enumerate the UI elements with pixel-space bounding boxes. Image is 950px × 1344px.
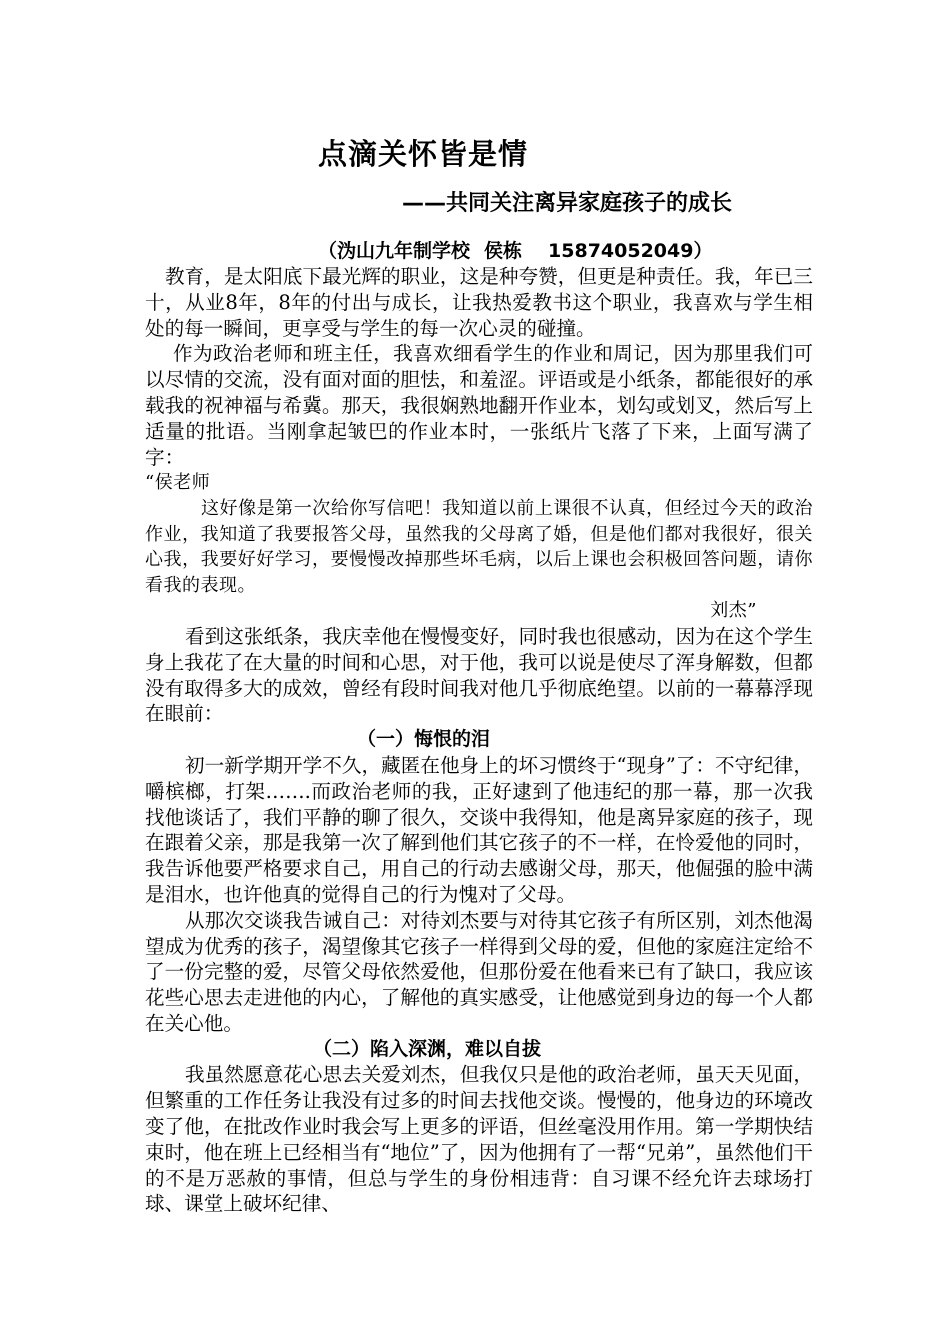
document-body: [145, 264, 813, 1217]
letter-signature: 刘杰”: [710, 600, 757, 622]
section-heading-1: （一）悔恨的泪: [357, 728, 491, 751]
document-title: 点滴关怀皆是情: [318, 137, 529, 171]
letter-greeting: “侯老师: [145, 472, 211, 494]
paragraph-section2: 我虽然愿意花心思去关爱刘杰，但我仅只是他的政治老师，虽天天见面，但繁重的工作任务让我没有过多的时间去找他交谈。慢慢的，他身边的环境改变了他，在批改作业时我会写上更多的评语，但丝毫没用作用。第一学期快结束时，他在班上已经相当有“地位”了，因为他拥有了一帮“兄弟”，虽然他们干的不是万恶赦的事情，但总与学生的身份相违背：自习课不经允许去球场打球、课堂上破坏纪律、: [145, 1063, 813, 1216]
author-name: 侯栋: [484, 240, 523, 262]
letter-body: 这好像是第一次给你写信吧！我知道以前上课很不认真，但经过今天的政治作业，我知道了我要报答父母，虽然我的父母离了婚，但是他们都对我很好，很关心我，我要好好学习，要慢慢改掉那些坏毛病，以后上课也会积极回答问题，请你看我的表现。: [145, 497, 813, 596]
author-line: [318, 236, 712, 263]
paragraph-section1-a: 初一新学期开学不久，藏匿在他身上的坏习惯终于“现身”了：不守纪律，嚼槟榔，打架…….而政治老师的我，正好逮到了他违纪的那一幕，那一次我找他谈话了，我们平静的聊了很久，交谈中我得知，他是离异家庭的孩子，现在跟着父亲，那是我第一次了解到他们其它孩子的不一样，在怜爱他的同时，我告诉他要严格要求自己，用自己的行动去感谢父母，那天，他倔强的脸中满是泪水，也许他真的觉得自己的行为愧对了父母。: [145, 753, 813, 906]
paragraph-reflection: 看到这张纸条，我庆幸他在慢慢变好，同时我也很感动，因为在这个学生身上我花了在大量的时间和心思，对于他，我可以说是使尽了浑身解数，但都没有取得多大的成效，曾经有段时间我对他几乎彻底绝望。以前的一幕幕浮现在眼前：: [145, 624, 813, 726]
paragraph-homework: 作为政治老师和班主任，我喜欢细看学生的作业和周记，因为那里我们可以尽情的交流，没有面对面的胆怯，和羞涩。评语或是小纸条，都能很好的承载我的祝神福与希冀。那天，我很娴熟地翻开作业本，划勾或划叉，然后写上适量的批语。当刚拿起皱巴的作业本时，一张纸片飞落了下来，上面写满了字：: [145, 342, 813, 469]
section-heading-2: （二）陷入深渊，难以自拔: [313, 1037, 542, 1060]
author-phone: 15874052049）: [548, 240, 713, 262]
document-subtitle: ——共同关注离异家庭孩子的成长: [402, 191, 733, 216]
author-school: （沩山九年制学校: [318, 240, 471, 262]
paragraph-intro: 教育，是太阳底下最光辉的职业，这是种夸赞，但更是种责任。我，年已三十，从业8年，8年的付出与成长，让我热爱教书这个职业，我喜欢与学生相处的每一瞬间，更享受与学生的每一次心灵的碰撞。: [145, 265, 813, 340]
paragraph-section1-b: 从那次交谈我告诫自己：对待刘杰要与对待其它孩子有所区别，刘杰他渴望成为优秀的孩子，渴望像其它孩子一样得到父母的爱，但他的家庭注定给不了一份完整的爱，尽管父母依然爱他，但那份爱在他看来已有了缺口，我应该花些心思去走进他的内心，了解他的真实感受，让他感觉到身边的每一个人都在关心他。: [145, 908, 813, 1035]
